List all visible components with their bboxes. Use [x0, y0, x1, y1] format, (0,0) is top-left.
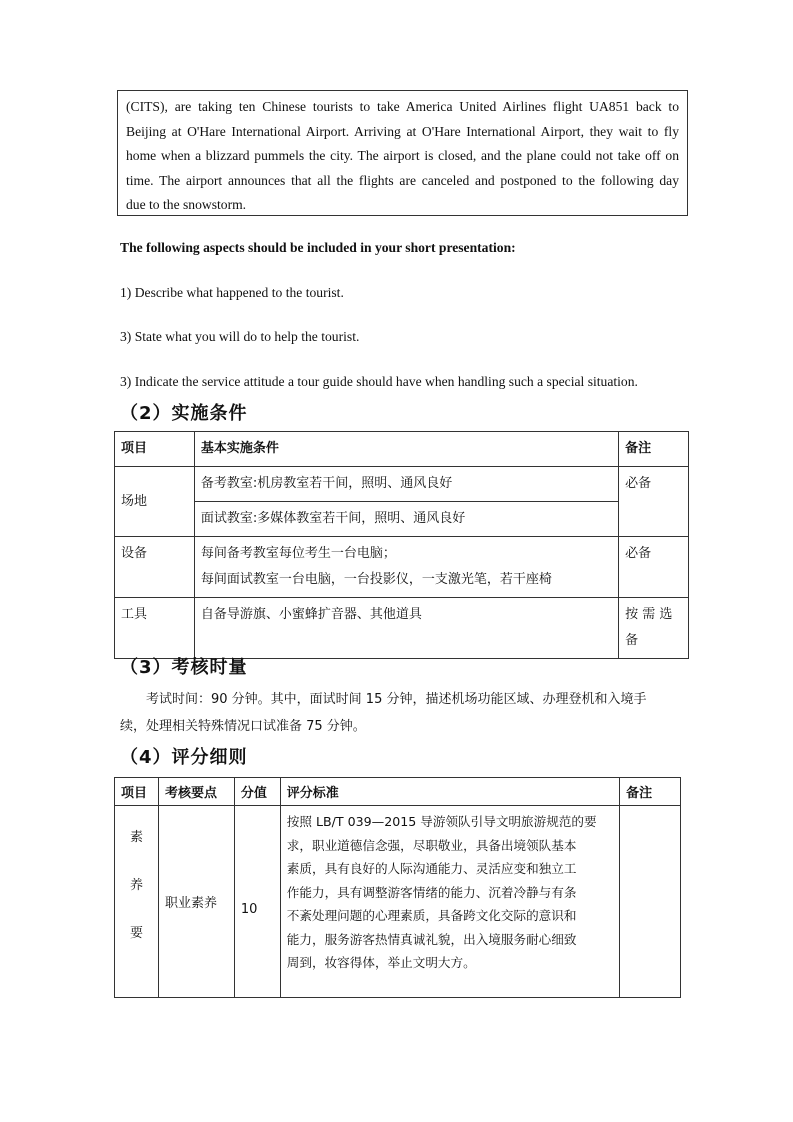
- aspects-heading: The following aspects should be included in your short presentation:: [120, 240, 516, 255]
- assessment-point: 职业素养: [158, 806, 234, 998]
- criteria-line: 素质，具有良好的人际沟通能力、灵活应变和独立工: [286, 861, 577, 876]
- header-cell: 项目: [115, 432, 195, 467]
- table-row: [115, 467, 689, 502]
- row-label-equipment: 设备: [115, 537, 195, 598]
- table-cell: [194, 537, 618, 598]
- table-header-row: [115, 432, 689, 467]
- scenario-line: home when a blizzard pummels the city. The airport is closed, and the plane could not take off on: [126, 148, 679, 163]
- row-note: [619, 598, 689, 659]
- scoring-table: [114, 777, 681, 998]
- section-heading-conditions: （2）实施条件: [120, 403, 248, 424]
- row-note: 必备: [619, 537, 689, 598]
- criteria-cell: [280, 806, 619, 998]
- category-char: 要: [129, 926, 143, 941]
- criteria-line: 求，职业道德信念强，尽职敬业，具备出境领队基本: [286, 837, 577, 853]
- table-header-row: [115, 778, 681, 806]
- criteria-line: 周到，妆容得体，举止文明大方。: [286, 955, 476, 970]
- aspect-item: 3) Indicate the service attitude a tour guide should have when handling such a special situation.: [120, 374, 638, 389]
- category-char: 素: [129, 830, 143, 845]
- aspect-item: 3) State what you will do to help the tourist.: [120, 329, 360, 344]
- header-cell: 分值: [234, 778, 280, 806]
- row-label-tools: 工具: [115, 598, 195, 659]
- category-cell: [115, 806, 159, 998]
- header-cell: 基本实施条件: [194, 432, 618, 467]
- conditions-table: [114, 431, 689, 659]
- table-row: [115, 806, 681, 998]
- equipment-line: 每间备考教室每位考生一台电脑；: [200, 546, 396, 561]
- scenario-box: [117, 90, 688, 216]
- table-row: [115, 537, 689, 598]
- equipment-line: 每间面试教室一台电脑，一台投影仪，一支激光笔，若干座椅: [200, 572, 552, 587]
- section-heading-duration: （3）考核时量: [120, 657, 248, 678]
- criteria-line: 作能力，具有调整游客情绪的能力、沉着冷静与有条: [286, 884, 577, 900]
- scenario-line: time. The airport announces that all the flights are canceled and postponed to the following day: [126, 172, 679, 188]
- category-char: 养: [129, 878, 143, 893]
- note-line: 按 需 选: [625, 607, 673, 622]
- row-note: 必备: [619, 467, 689, 537]
- criteria-line: 不紊处理问题的心理素质，具备跨文化交际的意识和: [286, 908, 577, 923]
- exam-duration-paragraph: [120, 686, 685, 740]
- paragraph-line: 续，处理相关特殊情况口试准备 75 分钟。: [120, 719, 366, 734]
- note-line: 备: [625, 633, 639, 648]
- table-cell: 备考教室:机房教室若干间，照明、通风良好: [194, 467, 618, 502]
- header-cell: 项目: [115, 778, 159, 806]
- table-cell: 自备导游旗、小蜜蜂扩音器、其他道具: [194, 598, 618, 659]
- scenario-line: (CITS), are taking ten Chinese tourists to take America United Airlines flight UA851 back to: [126, 99, 679, 114]
- paragraph-line: 考试时间：90 分钟。其中，面试时间 15 分钟，描述机场功能区域、办理登机和入境手: [146, 692, 647, 707]
- table-row: [115, 502, 689, 537]
- table-row: [115, 598, 689, 659]
- aspect-item: 1) Describe what happened to the tourist.: [120, 285, 344, 300]
- scenario-line: due to the snowstorm.: [126, 197, 247, 212]
- score-cell: 10: [234, 806, 280, 998]
- criteria-line: 能力，服务游客热情真诚礼貌，出入境服务耐心细致: [286, 931, 577, 947]
- table-cell: 面试教室:多媒体教室若干间，照明、通风良好: [194, 502, 618, 537]
- header-cell: 考核要点: [158, 778, 234, 806]
- criteria-line: 按照 LB/T 039—2015 导游领队引导文明旅游规范的要: [286, 814, 597, 829]
- header-cell: 备注: [620, 778, 681, 806]
- header-cell: 评分标准: [280, 778, 619, 806]
- header-cell: 备注: [619, 432, 689, 467]
- scenario-line: Beijing at O'Hare International Airport. Arriving at O'Hare International Airport, they wait to fly: [126, 123, 679, 139]
- row-label-venue: 场地: [115, 467, 195, 537]
- section-heading-scoring: （4）评分细则: [120, 747, 248, 768]
- row-note: [620, 806, 681, 998]
